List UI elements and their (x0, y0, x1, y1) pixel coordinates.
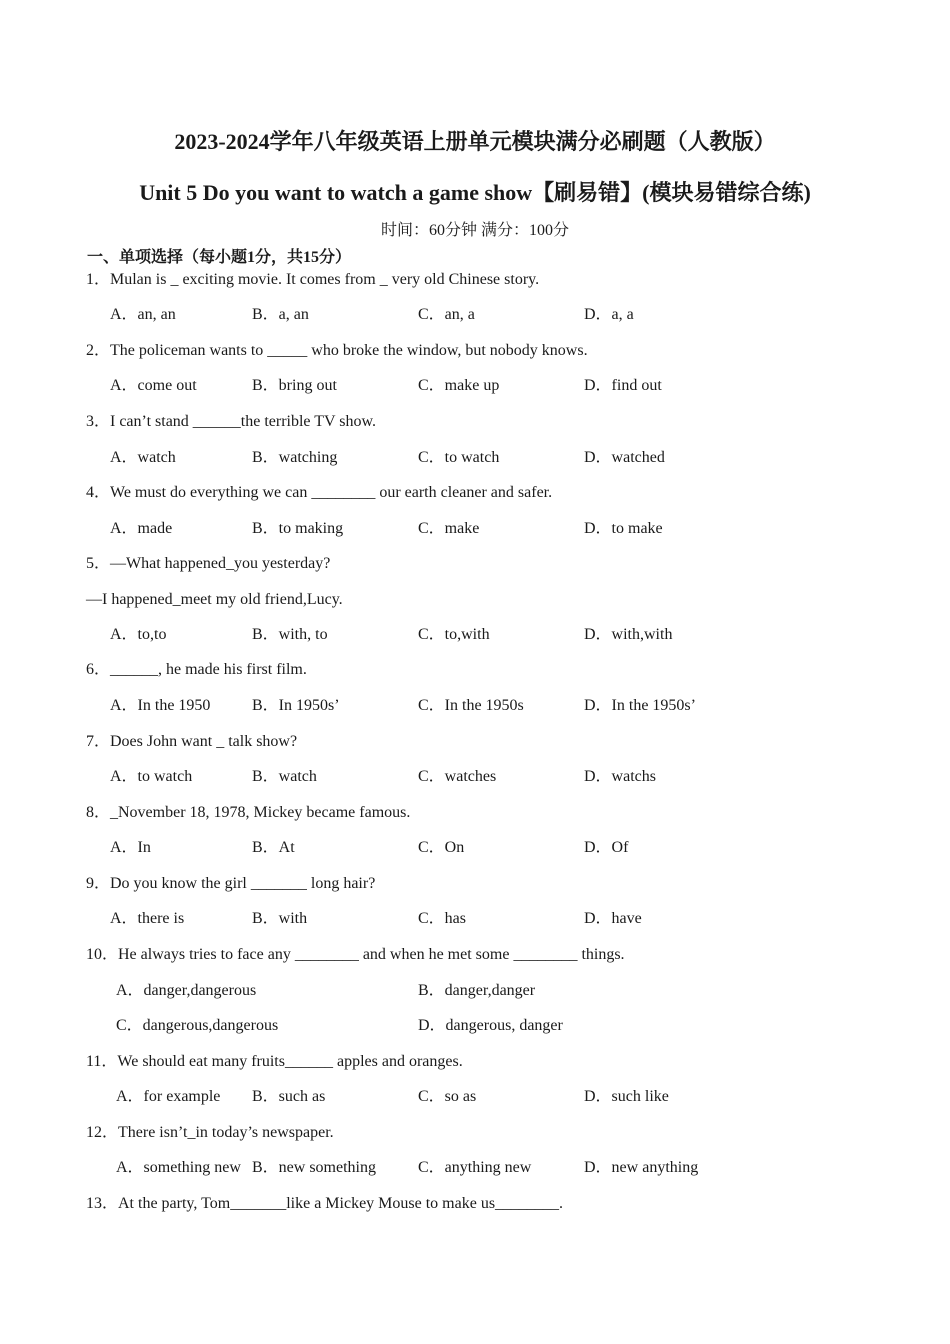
option-a: A．In the 1950 (110, 697, 211, 714)
option-d: D．In the 1950s’ (584, 697, 696, 714)
document-title: 2023-2024学年八年级英语上册单元模块满分必刷题（人教版） (174, 129, 776, 154)
option-b: B．danger,danger (418, 982, 536, 999)
question-stem: 11．We should eat many fruits______ apples and oranges. (86, 1053, 463, 1070)
question-stem: 7．Does John want _ talk show? (86, 733, 298, 750)
option-a: A．there is (110, 910, 185, 927)
option-d: D．watchs (584, 768, 656, 785)
option-a: A．to,to (110, 626, 167, 643)
option-d: D．watched (584, 449, 665, 466)
option-d: D．to make (584, 520, 663, 537)
question-stem: 1．Mulan is _ exciting movie. It comes from _ very old Chinese story. (86, 271, 540, 288)
document-subtitle: Unit 5 Do you want to watch a game show【刷易错】(模块易错综合练) (139, 180, 811, 205)
option-d: D．such like (584, 1088, 669, 1105)
option-c: C．dangerous,dangerous (116, 1017, 279, 1034)
question-stem: 10．He always tries to face any ________ and when he met some ________ things. (86, 946, 625, 963)
option-c: C．has (418, 910, 467, 927)
option-c: C．so as (418, 1088, 477, 1105)
question-stem: 2．The policeman wants to _____ who broke the window, but nobody knows. (86, 342, 588, 359)
option-a: A．an, an (110, 306, 176, 323)
option-c: C．an, a (418, 306, 475, 323)
option-b: B．new something (252, 1159, 376, 1176)
option-a: A．come out (110, 377, 197, 394)
question-stem: 8．_November 18, 1978, Mickey became famous. (86, 804, 411, 821)
option-b: B．In 1950s’ (252, 697, 340, 714)
option-b: B．watching (252, 449, 338, 466)
option-a: A．for example (116, 1088, 221, 1105)
question-stem: 5．—What happened_you yesterday? (86, 555, 331, 572)
option-c: C．make (418, 520, 480, 537)
option-b: B．At (252, 839, 295, 856)
option-b: B．watch (252, 768, 317, 785)
question-stem: 13．At the party, Tom_______like a Mickey Mouse to make us________. (86, 1195, 564, 1212)
option-d: D．Of (584, 839, 629, 856)
option-c: C．make up (418, 377, 500, 394)
option-b: B．a, an (252, 306, 309, 323)
option-a: A．something new (116, 1159, 241, 1176)
option-d: D．have (584, 910, 642, 927)
option-d: D．new anything (584, 1159, 699, 1176)
question-stem: 9．Do you know the girl _______ long hair? (86, 875, 376, 892)
option-c: C．watches (418, 768, 497, 785)
option-a: A．danger,dangerous (116, 982, 257, 999)
option-b: B．with, to (252, 626, 328, 643)
option-a: A．to watch (110, 768, 193, 785)
option-a: A．In (110, 839, 151, 856)
option-d: D．dangerous, danger (418, 1017, 563, 1034)
option-a: A．made (110, 520, 173, 537)
option-c: C．anything new (418, 1159, 532, 1176)
option-c: C．to,with (418, 626, 490, 643)
section-heading: 一、单项选择（每小题1分，共15分） (87, 249, 352, 266)
question-stem: 3．I can’t stand ______the terrible TV show. (86, 413, 377, 430)
option-c: C．On (418, 839, 465, 856)
question-stem: 6．______, he made his first film. (86, 661, 307, 678)
time-and-score: 时间：60分钟 满分：100分 (380, 222, 569, 239)
option-d: D．find out (584, 377, 662, 394)
option-d: D．a, a (584, 306, 634, 323)
option-b: B．bring out (252, 377, 337, 394)
option-c: C．In the 1950s (418, 697, 524, 714)
question-stem: 12．There isn’t_in today’s newspaper. (86, 1124, 334, 1141)
question-stem-continued: —I happened_meet my old friend,Lucy. (86, 591, 343, 608)
question-stem: 4．We must do everything we can ________ our earth cleaner and safer. (86, 484, 553, 501)
option-a: A．watch (110, 449, 176, 466)
option-b: B．with (252, 910, 308, 927)
option-b: B．such as (252, 1088, 326, 1105)
option-b: B．to making (252, 520, 344, 537)
option-d: D．with,with (584, 626, 673, 643)
option-c: C．to watch (418, 449, 500, 466)
